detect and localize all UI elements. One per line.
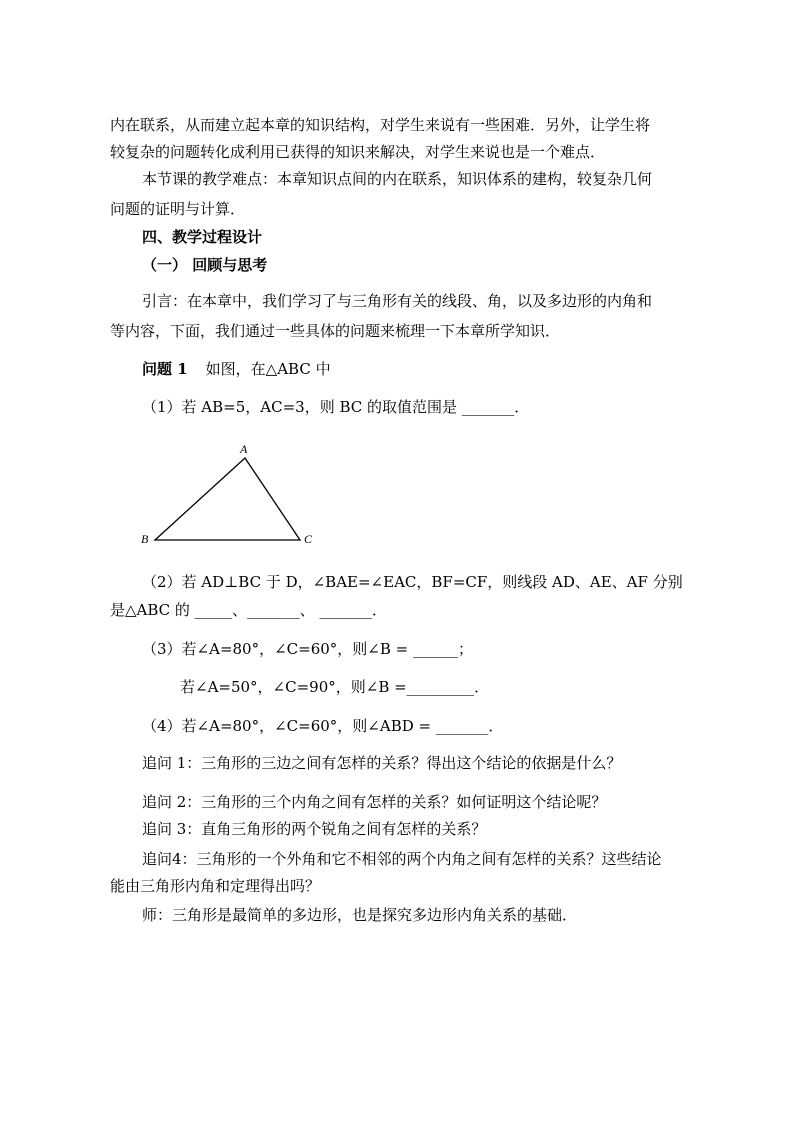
- question-2-line-2: 是△ABC 的 _____、_______、 _______．: [110, 601, 387, 619]
- question-1: （1）若 AB=5，AC=3，则 BC 的取值范围是 _______．: [142, 398, 530, 416]
- followup-1: 追问 1：三角形的三边之间有怎样的关系？得出这个结论的依据是什么？: [142, 754, 622, 772]
- intro-line-1: 内在联系，从而建立起本章的知识结构，对学生来说有一些困难．另外，让学生将: [110, 116, 651, 134]
- question-3-line-2: 若∠A=50°，∠C=90°，则∠B =_________．: [180, 678, 490, 696]
- teacher-remark: 师：三角形是最简单的多边形，也是探究多边形内角关系的基础．: [142, 906, 578, 924]
- vertex-b-label: B: [141, 532, 149, 546]
- question-2-line-1: （2）若 AD⊥BC 于 D，∠BAE=∠EAC，BF=CF，则线段 AD、AE、AF 分别: [142, 573, 683, 591]
- problem-1-label: 问题 1: [142, 360, 188, 378]
- triangle-abc: [155, 458, 300, 540]
- section-heading: 四、教学过程设计: [142, 228, 263, 246]
- followup-4-line-2: 能由三角形内角和定理得出吗？: [110, 877, 321, 895]
- question-3-line-1: （3）若∠A=80°，∠C=60°，则∠B = ______；: [142, 640, 473, 658]
- preface-line-1: 引言：在本章中，我们学习了与三角形有关的线段、角，以及多边形的内角和: [142, 292, 653, 310]
- problem-1-text: 如图，在△ABC 中: [205, 360, 331, 378]
- vertex-c-label: C: [304, 532, 313, 546]
- difficulty-line-2: 问题的证明与计算．: [110, 200, 246, 218]
- question-4: （4）若∠A=80°，∠C=60°，则∠ABD = _______．: [142, 717, 504, 735]
- followup-3: 追问 3：直角三角形的两个锐角之间有怎样的关系？: [142, 820, 487, 838]
- difficulty-line-1: 本节课的教学难点：本章知识点间的内在联系，知识体系的建构，较复杂几何: [142, 170, 653, 188]
- followup-2: 追问 2：三角形的三个内角之间有怎样的关系？如何证明这个结论呢？: [142, 793, 607, 811]
- section-subheading: （一） 回顾与思考: [142, 256, 268, 274]
- vertex-a-label: A: [240, 442, 248, 456]
- followup-4-line-1: 追问4：三角形的一个外角和它不相邻的两个内角之间有怎样的关系？这些结论: [142, 850, 662, 868]
- intro-line-2: 较复杂的问题转化成利用已获得的知识来解决，对学生来说也是一个难点．: [110, 143, 606, 161]
- preface-line-2: 等内容，下面，我们通过一些具体的问题来梳理一下本章所学知识．: [110, 322, 561, 340]
